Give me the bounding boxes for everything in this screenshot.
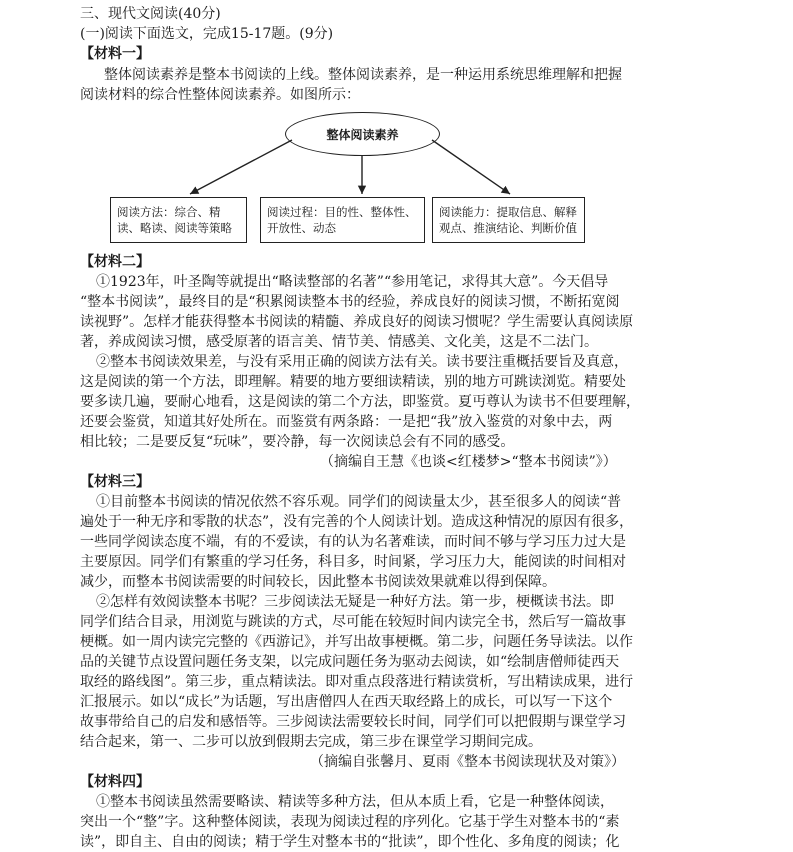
material3-line-9: 品的关键节点设置问题任务支架，以完成问题任务为驱动去阅读，如“绘制唐僧师徒西天 xyxy=(80,654,620,670)
material2-line-3: 读视野”。怎样才能获得整本书阅读的精髓、养成良好的阅读习惯呢？学生需要认真阅读原 xyxy=(80,314,634,330)
material4-line-2: 突出一个“整”字。这种整体阅读，表现为阅读过程的序列化。它基于学生对整本书的“素 xyxy=(80,814,620,830)
section-title: 三、现代文阅读(40分) xyxy=(80,6,221,22)
material2-line-5: ②整本书阅读效果差，与没有采用正确的阅读方法有关。读书要注重概括要旨及真意， xyxy=(96,354,628,370)
material2-line-1: ①1923年，叶圣陶等就提出“略读整部的名著”“参用笔记，求得其大意”。今天倡导 xyxy=(96,274,609,290)
material3-line-4: 主要原因。同学们有繁重的学习任务，科目多，时间紧，学习压力大，能阅读的时间相对 xyxy=(80,554,626,570)
material3-line-6: ②怎样有效阅读整本书呢？三步阅读法无疑是一种好方法。第一步，梗概读书法。即 xyxy=(96,594,614,610)
diagram-center-node: 整体阅读素养 xyxy=(285,112,440,156)
material2-citation: （摘编自王慧《也谈<红楼梦>“整本书阅读”》） xyxy=(320,454,617,470)
material2-line-9: 相比较；二是要反复“玩味”，要冷静，每一次阅读总会有不同的感受。 xyxy=(80,434,515,450)
material2-label: 【材料二】 xyxy=(80,254,150,270)
material3-line-1: ①目前整本书阅读的情况依然不容乐观。同学们的阅读量太少，甚至很多人的阅读“普 xyxy=(96,494,622,510)
material3-label: 【材料三】 xyxy=(80,474,150,490)
material4-label: 【材料四】 xyxy=(80,774,150,790)
material2-line-7: 要多读几遍，要耐心地看，这是阅读的第二个方法，即鉴赏。夏丏尊认为读书不但要理解， xyxy=(80,394,640,410)
material3-line-13: 结合起来，第一、二步可以放到假期去完成，第三步在课堂学习期间完成。 xyxy=(80,734,542,750)
material3-line-2: 遍处于一种无序和零散的状态”，没有完善的个人阅读计划。造成这种情况的原因有很多， xyxy=(80,514,634,530)
question-instruction: (一)阅读下面选文，完成15-17题。(9分) xyxy=(80,26,334,42)
material4-line-1: ①整本书阅读虽然需要略读、精读等多种方法，但从本质上看，它是一种整体阅读， xyxy=(96,794,614,810)
material3-line-3: 一些同学阅读态度不端，有的不爱读，有的认为名著难读，而时间不够与学习压力过大是 xyxy=(80,534,626,550)
arrow-right xyxy=(432,140,510,194)
reading-literacy-diagram xyxy=(110,112,590,247)
material3-citation: （摘编自张馨月、夏雨《整本书阅读现状及对策》） xyxy=(310,754,625,770)
material1-label: 【材料一】 xyxy=(80,46,150,62)
material1-line-2: 阅读材料的综合性整体阅读素养。如图所示： xyxy=(80,87,360,103)
diagram-box-ability: 阅读能力：提取信息、解释观点、推演结论、判断价值 xyxy=(432,197,585,243)
material3-line-8: 梗概。如一周内读完完整的《西游记》，并写出故事梗概。第二步，问题任务导读法。以作 xyxy=(80,634,633,650)
material2-line-2: “整本书阅读”，最终目的是“积累阅读整本书的经验，养成良好的阅读习惯，不断拓宽阅 xyxy=(80,294,620,310)
diagram-box-method: 阅读方法：综合、精读、略读、阅读等策略 xyxy=(110,197,247,243)
material3-line-12: 故事带给自己的启发和感悟等。三步阅读法需要较长时间，同学们可以把假期与课堂学习 xyxy=(80,714,626,730)
arrow-left xyxy=(190,140,292,194)
material2-line-6: 这是阅读的第一个方法，即理解。精要的地方要细读精读，别的地方可跳读浏览。精要处 xyxy=(80,374,626,390)
material3-line-10: 取经的路线图”。第三步，重点精读法。即对重点段落进行精读赏析，写出精读成果，进行 xyxy=(80,674,634,690)
material2-line-8: 还要会鉴赏，知道其好处所在。而鉴赏有两条路：一是把“我”放入鉴赏的对象中去，两 xyxy=(80,414,613,430)
material3-line-7: 同学们结合目录，用浏览与跳读的方式，尽可能在较短时间内读完全书，然后写一篇故事 xyxy=(80,614,626,630)
material1-line-1: 整体阅读素养是整本书阅读的上线。整体阅读素养，是一种运用系统思维理解和把握 xyxy=(104,67,622,83)
material4-line-3: 读”，即自主、自由的阅读；精于学生对整本书的“批读”，即个性化、多角度的阅读；化 xyxy=(80,834,620,850)
material2-line-4: 著，养成阅读习惯，感受原著的语言美、情节美、情感美、文化美，这是不二法门。 xyxy=(80,334,598,350)
material3-line-5: 减少，而整本书阅读需要的时间较长，因此整本书阅读效果就难以得到保障。 xyxy=(80,574,556,590)
diagram-box-process: 阅读过程：目的性、整体性、开放性、动态 xyxy=(260,197,425,243)
material3-line-11: 汇报展示。如以“成长”为话题，写出唐僧四人在西天取经路上的成长，可以写一下这个 xyxy=(80,694,613,710)
